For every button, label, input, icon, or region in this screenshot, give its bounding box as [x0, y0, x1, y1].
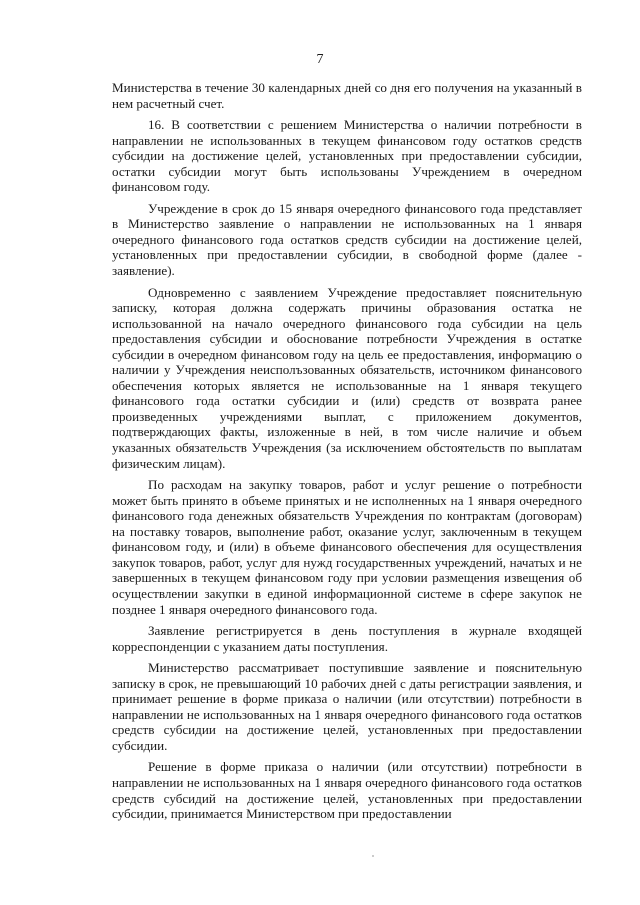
paragraph-continuation: Министерства в течение 30 календарных дней со дня его получения на указанный в нем расчетный счет.	[112, 80, 582, 111]
document-body	[112, 80, 582, 822]
paragraph-ministry-review: Министерство рассматривает поступившие заявление и пояснительную записку в срок, не превышающий 10 рабочих дней с даты регистрации заявления, и принимает решение в форме приказа о наличии (или отсутствии) потребности в направлении не использованных на 1 января очередного финансового года остатков средств субсидии на достижение целей, установленных при предоставлении субсидии.	[112, 660, 582, 753]
paragraph-explanatory-note: Одновременно с заявлением Учреждение предоставляет пояснительную записку, которая должна содержать причины образования остатка не использованной на начало очередного финансового года субсидии на цель предоставления субсидии и обоснование потребности Учреждения в остатке субсидии в очередном финансовом году на цель ее предоставления, информацию о наличии у Учреждения неисполъзованных обязательств, источником финансового обеспечения которых является не использованные на 1 января текущего финансового года остатки субсидии и (или) средств от возврата ранее произведенных учреждениями выплат, с приложением документов, подтверждающих факты, изложенные в ней, в том числе наличие и объем указанных обязательств Учреждения (за исключением обстоятельств по выплатам физическим лицам).	[112, 284, 582, 471]
paragraph-order-decision: Решение в форме приказа о наличии (или отсутствии) потребности в направлении не использованных на 1 января очередного финансового года остатков средств субсидий на достижение целей, установленных при предоставлении субсидии, принимается Министерством при предоставлении	[112, 759, 582, 822]
page-number: 7	[316, 52, 324, 67]
paragraph-registration: Заявление регистрируется в день поступления в журнале входящей корреспонденции с указанием даты поступления.	[112, 623, 582, 654]
paragraph-application-deadline: Учреждение в срок до 15 января очередного финансового года представляет в Министерство заявление о направлении не использованных на 1 января очередного финансового года остатков средств субсидии на достижение целей, установленных при предоставлении субсидии, в свободной форме (далее - заявление).	[112, 200, 582, 279]
paragraph-procurement-expenses: По расходам на закупку товаров, работ и услуг решение о потребности может быть принято в объеме принятых и не исполненных на 1 января очередного финансового года денежных обязательств Учреждения по контрактам (договорам) на поставку товаров, выполнение работ, оказание услуг, заключенным в текущем финансовом году, и (или) в объеме финансового обеспечения для осуществления закупок товаров, работ, услуг для нужд государственных учреждений, начатых и не завершенных в текущем финансовом году при условии размещения извещения об осуществлении закупки в единой информационной системе в сфере закупок не позднее 1 января очередного финансового года.	[112, 477, 582, 617]
paragraph-item-16: 16. В соответствии с решением Министерства о наличии потребности в направлении не использованных в текущем финансовом году остатков средств субсидии на достижение целей, установленных при предоставлении субсидии, остатки субсидии могут быть использованы Учреждением в очередном финансовом году.	[112, 117, 582, 195]
scan-speck	[372, 855, 374, 857]
